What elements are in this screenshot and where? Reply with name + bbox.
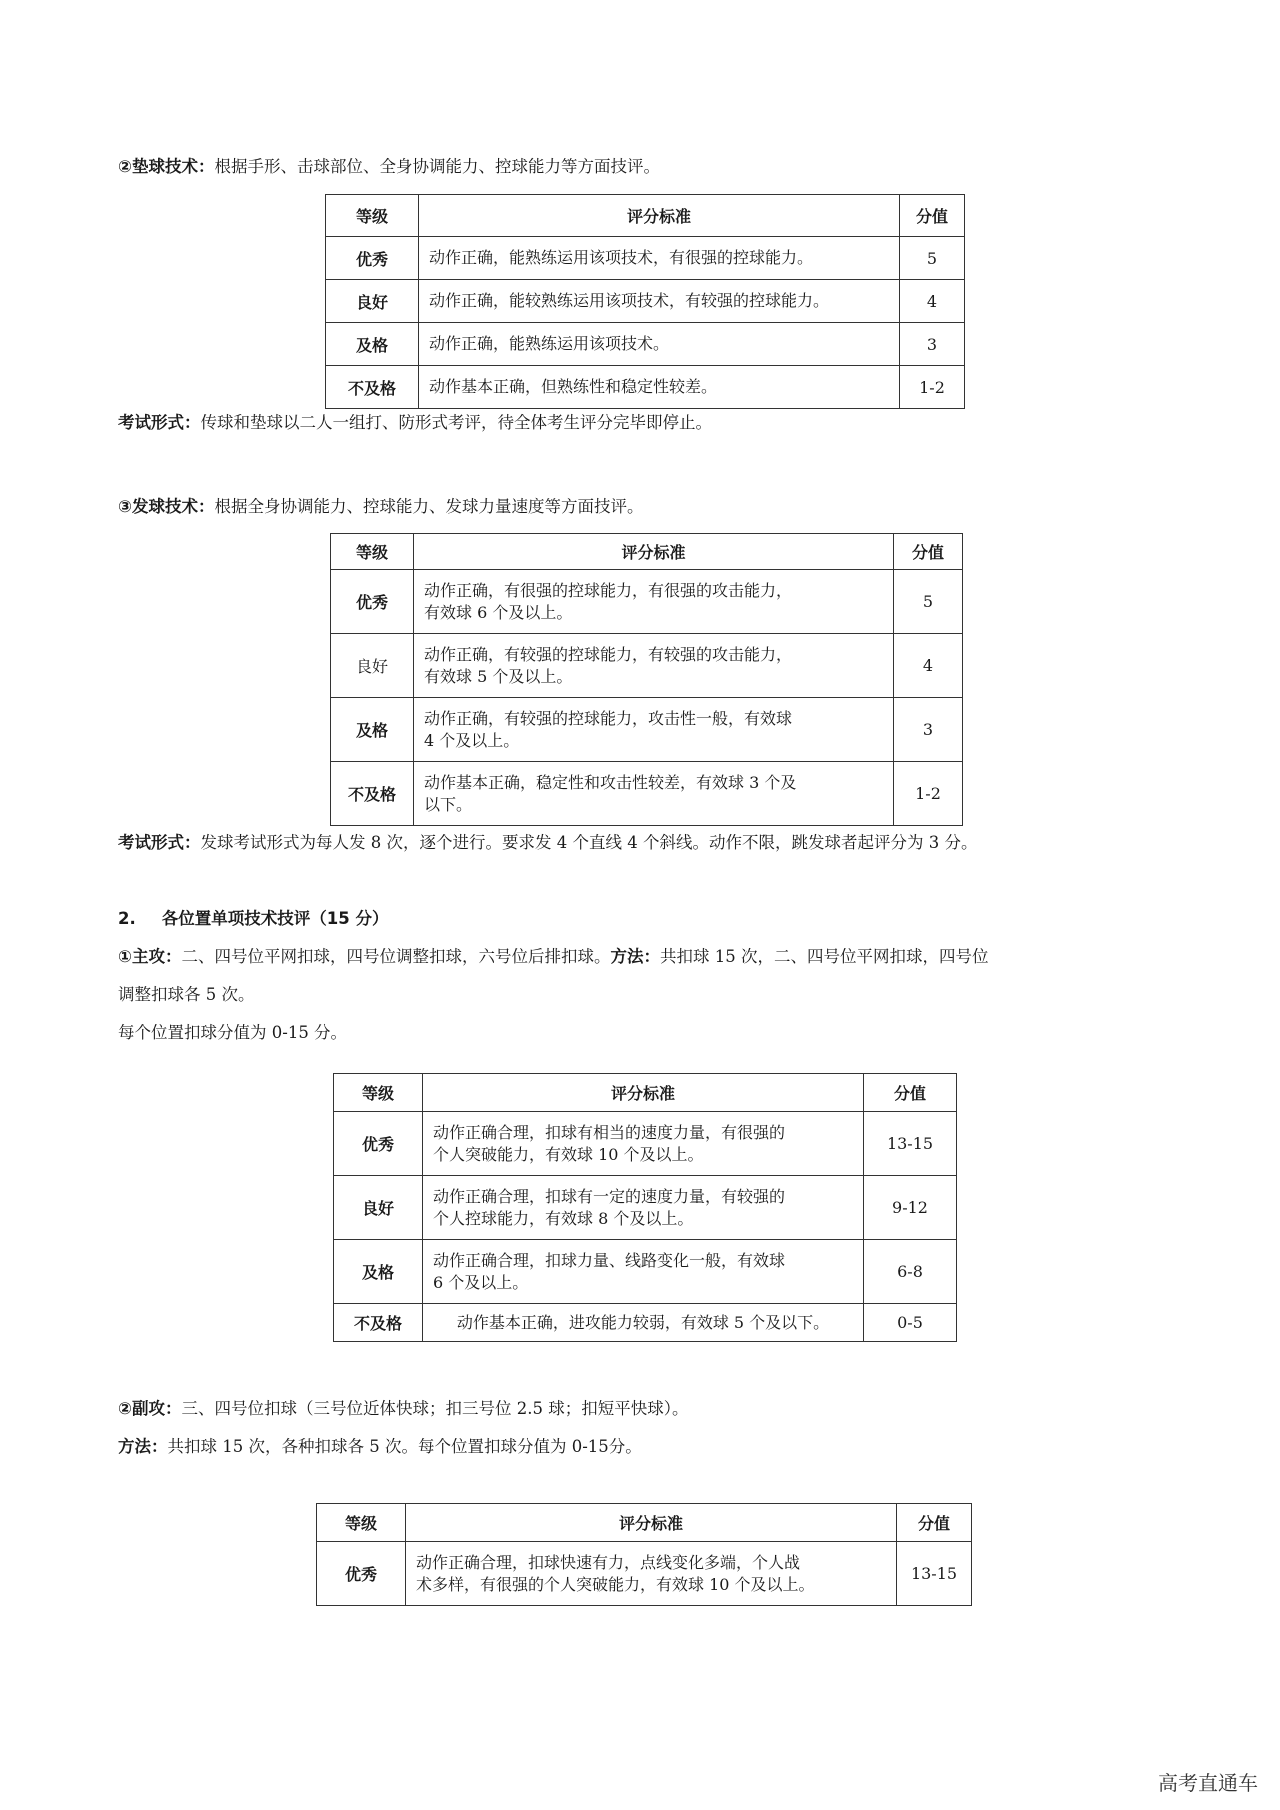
s3-method-text: 共扣球 15 次，二、四号位平网扣球，四号位 [659, 947, 989, 966]
table-row [331, 634, 963, 698]
s1-form-text: 传球和垫球以二人一组打、防形式考评，待全体考生评分完毕即停止。 [200, 413, 712, 432]
table-row [317, 1542, 972, 1606]
score-cell: 5 [894, 570, 963, 634]
level-cell: 优秀 [317, 1542, 406, 1606]
header-criteria: 评分标准 [419, 195, 900, 237]
header-level: 等级 [334, 1074, 423, 1112]
s2-form-text: 发球考试形式为每人发 8 次，逐个进行。要求发 4 个直线 4 个斜线。动作不限，跳发球者起评分为 3 分。 [200, 833, 978, 852]
s3-table [333, 1073, 957, 1342]
criteria-line-2: 有效球 5 个及以上。 [424, 666, 573, 686]
score-cell: 4 [900, 280, 965, 323]
level-cell: 良好 [334, 1176, 423, 1240]
header-criteria: 评分标准 [423, 1074, 864, 1112]
criteria-line-1: 动作正确合理，扣球快速有力，点线变化多端，个人战 [416, 1552, 801, 1572]
s3-main-label: ①主攻： [118, 947, 182, 966]
header-score: 分值 [900, 195, 965, 237]
criteria-cell [423, 1240, 864, 1304]
s2-desc: 根据全身协调能力、控球能力、发球力量速度等方面技评。 [214, 497, 644, 516]
header-score: 分值 [897, 1504, 972, 1542]
criteria-cell: 动作正确，能较熟练运用该项技术，有较强的控球能力。 [419, 280, 900, 323]
score-cell: 13-15 [864, 1112, 957, 1176]
table-row [326, 237, 965, 280]
s4-method-text: 共扣球 15 次，各种扣球各 5 次。每个位置扣球分值为 0-15分。 [167, 1437, 642, 1456]
criteria-cell [414, 762, 894, 826]
level-cell: 优秀 [334, 1112, 423, 1176]
criteria-cell [414, 634, 894, 698]
s3-line3: 每个位置扣球分值为 0-15 分。 [118, 1023, 348, 1042]
s1-form-label: 考试形式： [118, 413, 201, 432]
score-cell: 3 [894, 698, 963, 762]
table-header-row [326, 195, 965, 237]
table-row [334, 1240, 957, 1304]
s2-exam-form [118, 832, 977, 854]
table-header-row [334, 1074, 957, 1112]
s3-main-text: 二、四号位平网扣球，四号位调整扣球，六号位后排扣球。 [181, 947, 611, 966]
criteria-cell: 动作正确，能熟练运用该项技术，有很强的控球能力。 [419, 237, 900, 280]
level-cell: 及格 [326, 323, 419, 366]
header-criteria: 评分标准 [414, 534, 894, 570]
table-row [326, 323, 965, 366]
criteria-cell: 动作基本正确，但熟练性和稳定性较差。 [419, 366, 900, 409]
level-cell: 不及格 [334, 1304, 423, 1342]
header-criteria: 评分标准 [406, 1504, 897, 1542]
criteria-cell [406, 1542, 897, 1606]
criteria-cell: 动作正确，能熟练运用该项技术。 [419, 323, 900, 366]
table-header-row [331, 534, 963, 570]
section-number: 2. [118, 909, 136, 928]
criteria-cell [423, 1112, 864, 1176]
table-row [326, 366, 965, 409]
header-level: 等级 [331, 534, 414, 570]
watermark-text: 高考直通车 [1158, 1771, 1258, 1795]
s1-exam-form [118, 412, 712, 434]
level-cell: 良好 [331, 634, 414, 698]
s4-intro [118, 1398, 688, 1420]
table-row [331, 762, 963, 826]
table-row [331, 570, 963, 634]
criteria-line-1: 动作正确合理，扣球力量、线路变化一般，有效球 [433, 1250, 786, 1270]
criteria-cell: 动作基本正确，进攻能力较弱，有效球 5 个及以下。 [423, 1304, 864, 1342]
section-heading [118, 908, 388, 930]
score-cell: 0-5 [864, 1304, 957, 1342]
table-row [334, 1304, 957, 1342]
score-cell: 5 [900, 237, 965, 280]
criteria-line-2: 有效球 6 个及以上。 [424, 602, 573, 622]
header-level: 等级 [317, 1504, 406, 1542]
level-cell: 优秀 [326, 237, 419, 280]
s2-form-label: 考试形式： [118, 833, 201, 852]
criteria-line-1: 动作正确合理，扣球有一定的速度力量，有较强的 [433, 1186, 786, 1206]
criteria-line-1: 动作正确合理，扣球有相当的速度力量，有很强的 [433, 1122, 786, 1142]
criteria-cell [414, 698, 894, 762]
s2-intro [118, 496, 643, 518]
section-title: 各位置单项技术技评（15 分） [161, 909, 389, 928]
criteria-line-1: 动作基本正确，稳定性和攻击性较差，有效球 3 个及 [424, 772, 797, 792]
table-row [331, 698, 963, 762]
table-header-row [317, 1504, 972, 1542]
criteria-line-2: 个人控球能力，有效球 8 个及以上。 [433, 1208, 694, 1228]
s4-method-label: 方法： [118, 1437, 168, 1456]
header-score: 分值 [864, 1074, 957, 1112]
s1-title: ②垫球技术： [118, 157, 215, 176]
score-cell: 3 [900, 323, 965, 366]
s1-desc: 根据手形、击球部位、全身协调能力、控球能力等方面技评。 [214, 157, 660, 176]
score-cell: 6-8 [864, 1240, 957, 1304]
table-row [326, 280, 965, 323]
criteria-line-2: 术多样，有很强的个人突破能力，有效球 10 个及以上。 [416, 1574, 815, 1594]
level-cell: 及格 [331, 698, 414, 762]
s1-intro [118, 156, 660, 178]
criteria-cell [414, 570, 894, 634]
s3-method-label: 方法： [610, 947, 660, 966]
s1-table [325, 194, 965, 409]
criteria-line-2: 6 个及以上。 [433, 1272, 529, 1292]
level-cell: 不及格 [331, 762, 414, 826]
table-row [334, 1176, 957, 1240]
level-cell: 优秀 [331, 570, 414, 634]
criteria-cell [423, 1176, 864, 1240]
criteria-line-1: 动作正确，有很强的控球能力，有很强的攻击能力， [424, 580, 793, 600]
s4-title: ②副攻： [118, 1399, 182, 1418]
score-cell: 1-2 [900, 366, 965, 409]
level-cell: 良好 [326, 280, 419, 323]
criteria-line-2: 个人突破能力，有效球 10 个及以上。 [433, 1144, 704, 1164]
criteria-line-1: 动作正确，有较强的控球能力，攻击性一般，有效球 [424, 708, 793, 728]
s4-desc: 三、四号位扣球（三号位近体快球；扣三号位 2.5 球；扣短平快球）。 [181, 1399, 689, 1418]
score-cell: 9-12 [864, 1176, 957, 1240]
header-score: 分值 [894, 534, 963, 570]
s3-line2: 调整扣球各 5 次。 [118, 985, 255, 1004]
score-cell: 13-15 [897, 1542, 972, 1606]
score-cell: 4 [894, 634, 963, 698]
criteria-line-1: 动作正确，有较强的控球能力，有较强的攻击能力， [424, 644, 793, 664]
s4-method [118, 1436, 642, 1458]
s2-title: ③发球技术： [118, 497, 215, 516]
level-cell: 不及格 [326, 366, 419, 409]
score-cell: 1-2 [894, 762, 963, 826]
criteria-line-2: 4 个及以上。 [424, 730, 520, 750]
header-level: 等级 [326, 195, 419, 237]
criteria-line-2: 以下。 [424, 794, 473, 814]
level-cell: 及格 [334, 1240, 423, 1304]
table-row [334, 1112, 957, 1176]
s3-main-attack [118, 946, 988, 968]
s4-table [316, 1503, 972, 1606]
s2-table [330, 533, 963, 826]
